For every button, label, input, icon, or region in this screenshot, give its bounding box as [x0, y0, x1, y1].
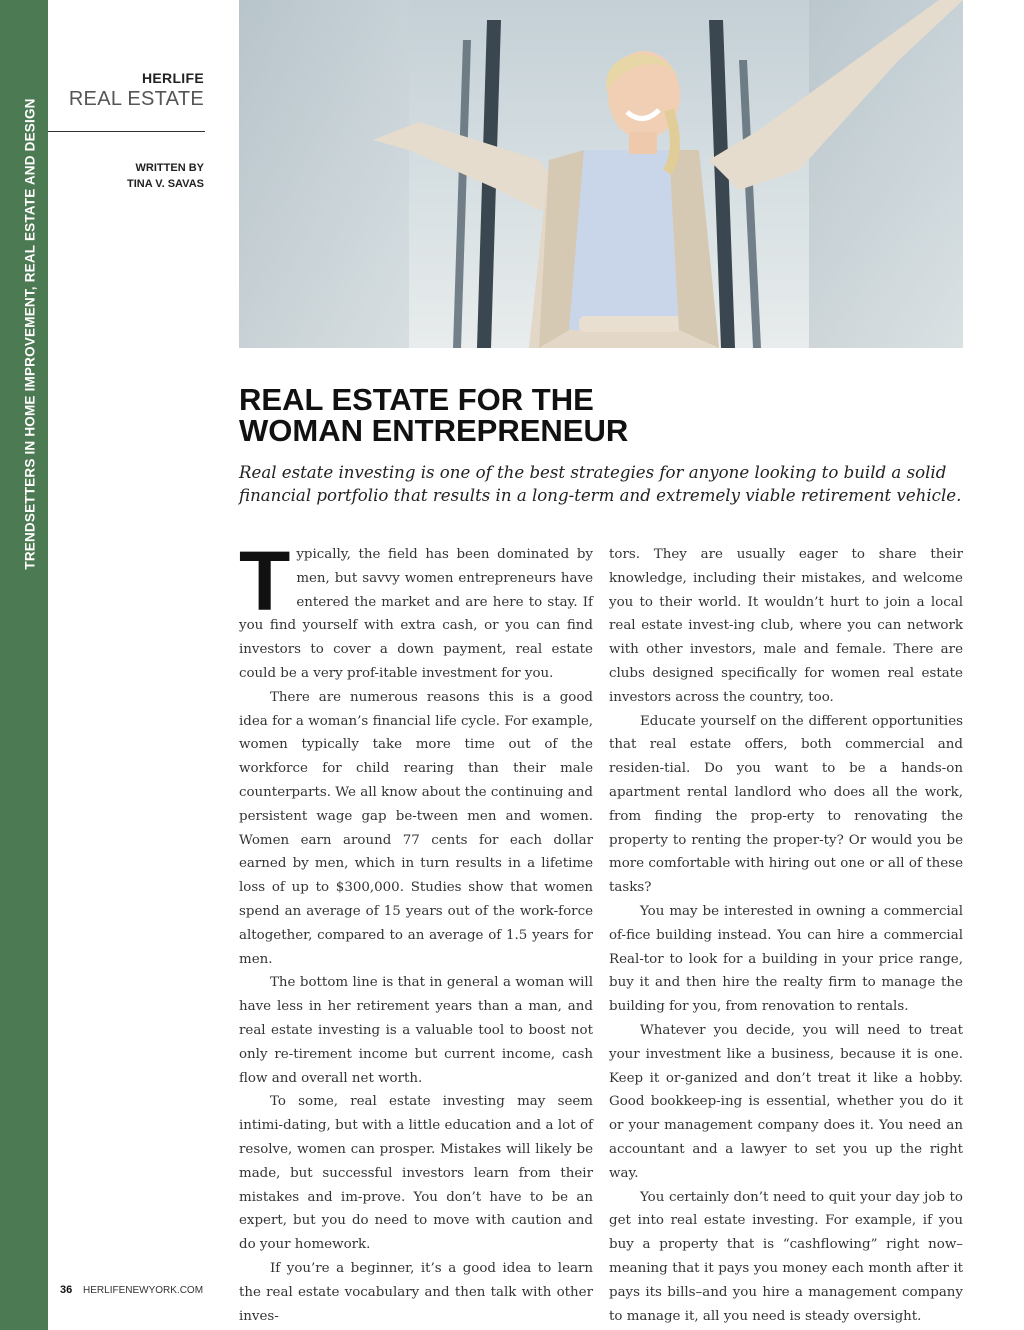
byline-author: TINA V. SAVAS — [126, 178, 204, 190]
body-paragraph: There are numerous reasons this is a good idea for a woman’s financial life cycle. For example, women typically take more time out of the workforce for child rearing than their male counterparts. We all know about the continuing and persistent wage gap be-tween men and women. Women earn around 77 cents for each dollar earned by men, which in turn results in a lifetime loss of up to $300,000. Studies show that women spend an average of 15 years out of the work-force altogether, compared to an average of 1.5 years for men. — [239, 689, 593, 967]
sidebar-tagline: TRENDSETTERS IN HOME IMPROVEMENT, REAL ESTATE AND DESIGN — [22, 98, 38, 570]
page-footer — [60, 1284, 203, 1296]
hero-illustration — [239, 0, 963, 348]
body-paragraph: Educate yourself on the different opportunities that real estate offers, both commercial and residen-tial. Do you want to be a hands-on apartment rental landlord who does all the work, from finding the prop-erty to renovating the property to renting the proper-ty? Or would you be more comfortable with hiring out one or all of these tasks? — [609, 713, 963, 896]
page-number: 36 — [60, 1284, 73, 1296]
body-paragraph: If you’re a beginner, it’s a good idea to learn the real estate vocabulary and then talk with other inves- — [239, 1260, 593, 1324]
body-paragraph: To some, real estate investing may seem intimi-dating, but with a little education and a lot of resolve, women can prosper. Mistakes will likely be made, but successful investors learn from their mistakes and im-prove. You don’t have to be an expert, but you do need to move with caution and do your homework. — [239, 1094, 593, 1253]
body-paragraph: Whatever you decide, you will need to treat your investment like a business, because it is one. Keep it or-ganized and don’t treat it like a hobby. Good bookkeep-ing is essential, whether you do it or your management company does it. You need an accountant and a lawyer to set you up the right way. — [609, 1022, 963, 1181]
headline-line-2: WOMAN ENTREPRENEUR — [239, 413, 629, 448]
article-deck: Real estate investing is one of the best strategies for anyone looking to build a solid financial portfolio that results in a long-term and extremely viable retirement vehicle. — [239, 463, 962, 505]
footer-site: HERLIFENEWYORK.COM — [83, 1285, 204, 1296]
section-name: REAL ESTATE — [68, 88, 204, 110]
drop-cap: T — [239, 534, 291, 628]
body-paragraph: tors. They are usually eager to share their knowledge, including their mistakes, and welcome you to their world. It wouldn’t hurt to join a local real estate invest-ing club, where you can network with other investors, male and female. There are clubs designed specifically for women real estate investors across the country, too. — [609, 547, 963, 705]
byline-label: WRITTEN BY — [135, 162, 204, 174]
body-paragraph: You certainly don’t need to quit your day job to get into real estate investing. For example, if you buy a property that is “cashflowing” right now–meaning that it pays you money each month after it pays its bills–and you hire a management company to manage it, all you need is steady oversight. — [609, 1189, 963, 1324]
article-headline — [239, 384, 963, 446]
masthead — [69, 70, 204, 111]
brand-name: HERLIFE — [142, 70, 204, 86]
sidebar-band — [0, 0, 48, 1330]
byline — [127, 160, 204, 192]
body-paragraph: You may be interested in owning a commercial of-fice building instead. You can hire a commercial Real-tor to look for a building in your price range, buy it and then hire the realty firm to manage the building for you, from renovation to rentals. — [609, 903, 963, 1015]
masthead-divider — [48, 131, 205, 132]
body-paragraph — [239, 534, 593, 686]
headline-line-1: REAL ESTATE FOR THE — [239, 382, 594, 417]
hero-photo — [239, 0, 963, 348]
body-column-right — [609, 543, 963, 1328]
body-column-left — [239, 534, 593, 1328]
paragraph-text: ypically, the field has been dominated by men, but savvy women entrepreneurs have entered the market and are here to stay. If you find yourself with extra cash, or you can find investors to cover a down payment, real estate could be a very prof-itable investment for you. — [239, 547, 593, 681]
body-paragraph: The bottom line is that in general a woman will have less in her retirement years than a man, and real estate investing is a valuable tool to boost not only re-tirement income but current income, cash flow and overall net worth. — [239, 975, 593, 1086]
